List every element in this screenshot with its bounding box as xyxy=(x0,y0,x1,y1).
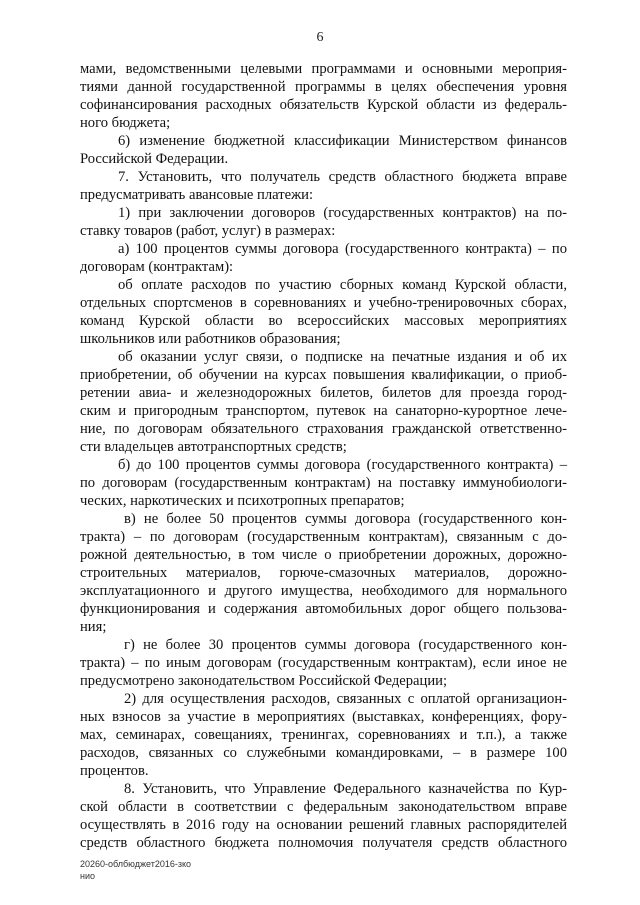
text-line: расходов, связанных со служебными командировками, – в размере 100 xyxy=(80,745,567,761)
text-line: тракта) – по иным договорам (государственным контрактам), если иное не xyxy=(80,655,567,671)
text-line: Российской Федерации. xyxy=(80,151,229,167)
text-line: по договорам (государственным контрактам) на поставку иммунобиологи- xyxy=(80,475,567,491)
text-line: тракта) – по договорам (государственным контрактам), связанным с до- xyxy=(80,529,567,545)
document-footer xyxy=(80,858,191,882)
text-line: в) не более 50 процентов суммы договора (государственного кон- xyxy=(124,511,567,527)
text-line: ской области в соответствии с федеральным законодательством вправе xyxy=(80,799,567,815)
text-line: функционирования и содержания автомобильных дорог общего пользова- xyxy=(80,601,567,617)
text-line: ретении авиа- и железнодорожных билетов, билетов для проезда город- xyxy=(80,385,567,401)
footer-file-code: 20260-облбюджет2016-зко xyxy=(80,859,192,869)
text-line: 2) для осуществления расходов, связанных с оплатой организацион- xyxy=(124,691,567,707)
document-body xyxy=(80,60,567,852)
text-line: мах, семинарах, совещаниях, тренингах, соревнованиях и т.п.), а также xyxy=(80,727,567,743)
text-line: договорам (контрактам): xyxy=(80,259,234,275)
text-line: ческих, наркотических и психотропных препаратов; xyxy=(80,493,405,509)
text-line: ставку товаров (работ, услуг) в размерах: xyxy=(80,223,336,239)
text-line: ние, по договорам обязательного страхования гражданской ответственно- xyxy=(80,421,567,437)
text-line: 1) при заключении договоров (государственных контрактов) на по- xyxy=(118,205,567,221)
text-line: 8. Установить, что Управление Федерального казначейства по Кур- xyxy=(124,781,567,797)
text-line: об оплате расходов по участию сборных команд Курской области, xyxy=(118,277,567,293)
text-line: софинансирования расходных обязательств Курской области из федераль- xyxy=(80,97,567,113)
text-line: тиями данной государственной программы в целях обеспечения уровня xyxy=(80,79,567,95)
text-line: мами, ведомственными целевыми программами и основными мероприя- xyxy=(80,61,567,77)
text-line: ния; xyxy=(80,619,107,635)
footer-file-code-suffix: нио xyxy=(80,871,96,881)
text-line: ским и пригородным транспортом, путевок на санаторно-курортное лече- xyxy=(80,403,567,419)
text-line: 7. Установить, что получатель средств областного бюджета вправе xyxy=(118,169,567,185)
text-line: ного бюджета; xyxy=(80,115,171,131)
text-line: предусмотрено законодательством Российской Федерации; xyxy=(80,673,448,689)
text-line: процентов. xyxy=(80,763,149,779)
text-line: эксплуатационного и другого имущества, необходимого для нормального xyxy=(80,583,567,599)
text-line: школьников или работников образования; xyxy=(80,331,341,347)
text-line: команд Курской области во всероссийских массовых мероприятиях xyxy=(80,313,567,329)
text-line: г) не более 30 процентов суммы договора (государственного кон- xyxy=(124,637,567,653)
text-line: об оказании услуг связи, о подписке на печатные издания и об их xyxy=(118,349,567,365)
text-line: предусматривать авансовые платежи: xyxy=(80,187,314,203)
text-line: сти владельцев автотранспортных средств; xyxy=(80,439,347,455)
text-line: рожной деятельностью, в том числе о приобретении дорожных, дорожно- xyxy=(80,547,567,563)
text-line: строительных материалов, горюче-смазочных материалов, дорожно- xyxy=(80,565,567,581)
text-line: а) 100 процентов суммы договора (государственного контракта) – по xyxy=(118,241,567,257)
text-line: 6) изменение бюджетной классификации Министерством финансов xyxy=(118,133,567,149)
text-line: средств областного бюджета полномочия получателя средств областного xyxy=(80,835,567,851)
page-number: 6 xyxy=(316,30,324,45)
text-line: осуществлять в 2016 году на основании решений главных распорядителей xyxy=(80,817,567,833)
text-line: отдельных спортсменов в соревнованиях и учебно-тренировочных сборах, xyxy=(80,295,567,311)
text-line: приобретении, об обучении на курсах повышения квалификации, о приоб- xyxy=(80,367,567,383)
text-line: б) до 100 процентов суммы договора (государственного контракта) – xyxy=(118,457,567,473)
text-line: ных взносов за участие в мероприятиях (выставках, конференциях, фору- xyxy=(80,709,567,725)
